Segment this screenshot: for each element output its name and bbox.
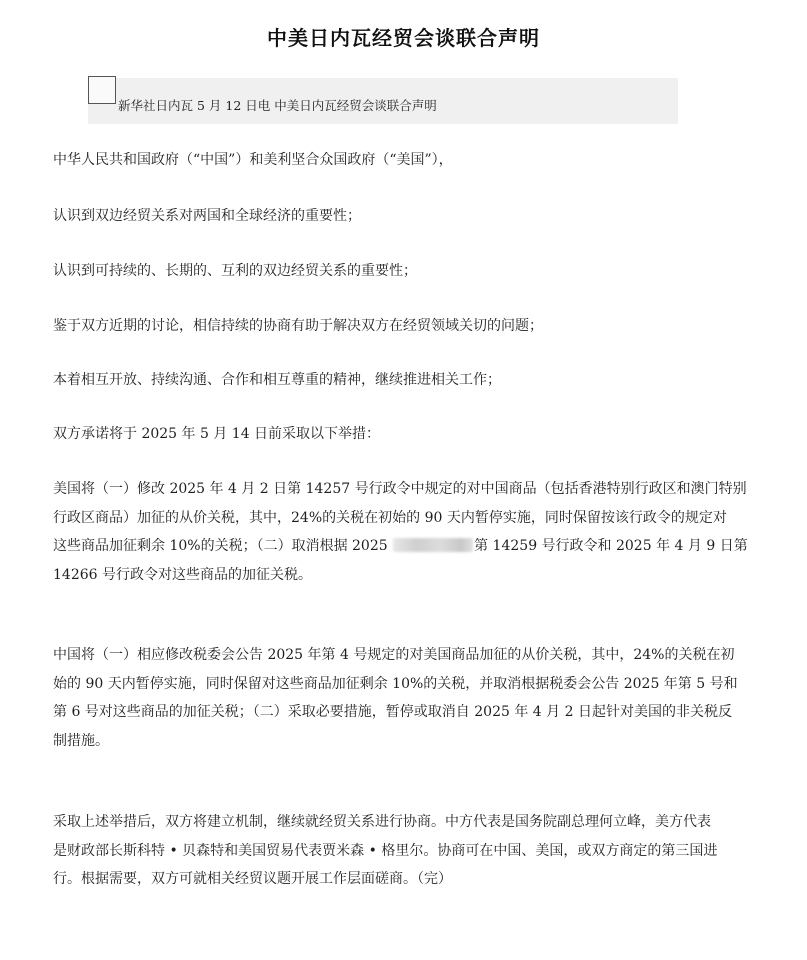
paragraph-line: 美国将（一）修改 2025 年 4 月 2 日第 14257 号行政令中规定的对中国商品（包括香港特别行政区和澳门特别 (53, 481, 747, 497)
paragraph-line: 行政区商品）加征的从价关税，其中，24%的关税在初始的 90 天内暂停实施，同时保留按该行政令的规定对 (53, 509, 727, 526)
paragraph-line: 行。根据需要，双方可就相关经贸议题开展工作层面磋商。（完） (53, 871, 452, 887)
paragraph-commitment (53, 420, 763, 449)
paragraph-recognize-importance (53, 202, 763, 231)
paragraph-line: 14266 号行政令对这些商品的加征关税。 (53, 566, 312, 583)
paragraph-line: 第 6 号对这些商品的加征关税；（二）采取必要措施，暂停或取消自 2025 年 4 月 2 日起针对美国的非关税反 (53, 704, 732, 720)
paragraph-line: 采取上述举措后，双方将建立机制，继续就经贸关系进行协商。中方代表是国务院副总理何立峰，美方代表 (53, 814, 711, 830)
paragraph-line-part: 这些商品加征剩余 10%的关税；（二）取消根据 2025 (53, 538, 393, 554)
paragraph-line: 鉴于双方近期的讨论，相信持续的协商有助于解决双方在经贸领域关切的问题； (53, 318, 543, 334)
dateline: 新华社日内瓦 5 月 12 日电 中美日内瓦经贸会谈联合声明 (118, 98, 437, 113)
image-placeholder-icon (88, 76, 116, 104)
paragraph-parties (53, 146, 763, 175)
paragraph-mechanism (53, 808, 763, 894)
paragraph-line: 中华人民共和国政府（“中国”）和美利坚合众国政府（“美国”）， (53, 152, 453, 168)
paragraph-line: 制措施。 (53, 732, 109, 749)
paragraph-china-measures (53, 641, 763, 755)
paragraph-line: 始的 90 天内暂停实施，同时保留对这些商品加征剩余 10%的关税，并取消根据税委会公告 2025 年第 5 号和 (53, 675, 738, 692)
paragraph-line: 双方承诺将于 2025 年 5 月 14 日前采取以下举措： (53, 426, 381, 442)
document-title: 中美日内瓦经贸会谈联合声明 (267, 26, 540, 50)
paragraph-line: 是财政部长斯科特 • 贝森特和美国贸易代表贾米森 • 格里尔。协商可在中国、美国，或双方商定的第三国进 (53, 842, 718, 859)
paragraph-line: 本着相互开放、持续沟通、合作和相互尊重的精神，继续推进相关工作； (53, 372, 501, 388)
paragraph-spirit (53, 366, 763, 395)
paragraph-line: 中国将（一）相应修改税委会公告 2025 年第 4 号规定的对美国商品加征的从价关税，其中，24%的关税在初 (53, 647, 735, 663)
paragraph-line-part: 第 14259 号行政令和 2025 年 4 月 9 日第 (474, 538, 748, 554)
paragraph-recent-discussions (53, 312, 763, 341)
paragraph-line: 认识到可持续的、长期的、互利的双边经贸关系的重要性； (53, 263, 417, 279)
paragraph-line (53, 532, 763, 561)
redacted-blur (393, 538, 473, 552)
paragraph-line: 认识到双边经贸关系对两国和全球经济的重要性； (53, 208, 361, 224)
paragraph-recognize-sustainable (53, 257, 763, 286)
paragraph-us-measures (53, 475, 763, 589)
